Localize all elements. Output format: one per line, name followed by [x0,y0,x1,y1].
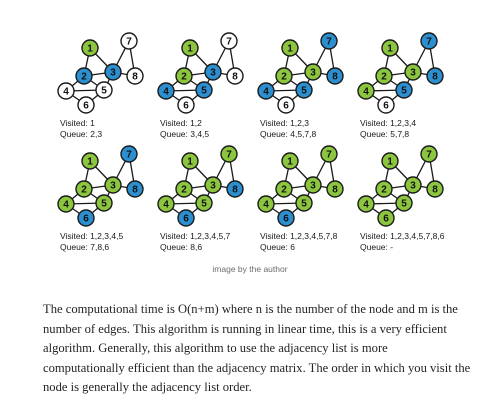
graph-node [358,196,374,212]
graph-node-label: 4 [363,86,369,98]
graph-node-label: 2 [181,184,187,196]
graph-node [196,82,212,98]
graph-node [427,68,443,84]
graph-node [358,83,374,99]
graph-node [378,210,394,226]
graph-node [227,68,243,84]
graph-node [258,196,274,212]
graph-node [82,153,98,169]
graph-node [205,177,221,193]
graph-diagram [250,141,350,229]
graph-node-label: 2 [81,184,87,196]
graph-node-label: 6 [183,100,189,112]
graph-diagram [250,28,350,116]
graph-node-label: 2 [81,71,87,83]
graph-node-label: 1 [287,43,293,55]
graph-node [196,195,212,211]
graph-node-label: 7 [126,149,132,161]
graph-node [378,97,394,113]
graph-node-label: 4 [163,86,169,98]
bfs-step-panel [250,141,360,266]
graph-node-label: 5 [401,198,407,210]
graph-node-label: 8 [332,184,338,196]
graph-node [121,146,137,162]
graph-node [278,97,294,113]
graph-node-label: 3 [210,67,216,79]
graph-node-label: 3 [110,67,116,79]
graph-node [282,153,298,169]
graph-node-label: 4 [63,199,69,211]
graph-node-label: 4 [63,86,69,98]
graph-node [282,40,298,56]
queue-label: Queue: 2,3 [60,129,103,139]
graph-node-label: 2 [381,71,387,83]
graph-node [305,64,321,80]
graph-node-label: 8 [232,184,238,196]
graph-node-label: 1 [187,156,193,168]
graph-node-label: 6 [83,100,89,112]
graph-node [127,68,143,84]
graph-node [105,64,121,80]
graph-node [121,33,137,49]
graph-node-label: 6 [83,213,89,225]
graph-node-label: 4 [263,199,269,211]
graph-node-label: 7 [426,149,432,161]
graph-node [82,40,98,56]
graph-node-label: 5 [301,198,307,210]
graph-node-label: 6 [183,213,189,225]
graph-node-label: 3 [110,180,116,192]
graph-node [382,153,398,169]
queue-label: Queue: 3,4,5 [160,129,210,139]
graph-node [105,177,121,193]
queue-label: Queue: 5,7,8 [360,129,410,139]
graph-node-label: 6 [383,213,389,225]
visited-label: Visited: 1,2,3,4,5,7,8 [260,231,338,241]
graph-diagram [50,141,150,229]
graph-node-label: 8 [432,184,438,196]
graph-node-label: 2 [381,184,387,196]
graph-node-label: 6 [383,100,389,112]
graph-node-label: 1 [87,156,93,168]
graph-node-label: 5 [401,85,407,97]
graph-node [421,146,437,162]
graph-node [296,195,312,211]
queue-label: Queue: 8,6 [160,242,203,252]
graph-node [96,195,112,211]
visited-label: Visited: 1,2,3,4,5,7 [160,231,231,241]
visited-label: Visited: 1,2,3 [260,118,309,128]
graph-node [58,83,74,99]
graph-node-label: 3 [310,67,316,79]
graph-node [96,82,112,98]
queue-label: Queue: 7,8,6 [60,242,110,252]
graph-node [321,33,337,49]
queue-label: Queue: 4,5,7,8 [260,129,317,139]
graph-diagram [50,28,150,116]
graph-node [376,181,392,197]
graph-node-label: 7 [226,149,232,161]
graph-node-label: 8 [432,71,438,83]
graph-node [396,82,412,98]
graph-node [182,153,198,169]
visited-label: Visited: 1,2,3,4,5,7,8,6 [360,231,445,241]
graph-node [421,33,437,49]
graph-node [376,68,392,84]
bfs-step-panel [250,28,360,153]
figure-caption: image by the author [212,264,288,274]
graph-node [182,40,198,56]
bfs-step-panel [150,141,260,266]
graph-node-label: 7 [226,36,232,48]
graph-node-label: 2 [281,184,287,196]
graph-node [158,83,174,99]
graph-node-label: 4 [263,86,269,98]
bfs-step-panel [350,28,460,153]
graph-node [321,146,337,162]
graph-node-label: 7 [126,36,132,48]
graph-node-label: 1 [87,43,93,55]
visited-label: Visited: 1,2,3,4 [360,118,417,128]
graph-node [76,68,92,84]
graph-node-label: 1 [387,43,393,55]
queue-label: Queue: - [360,242,394,252]
graph-node [178,210,194,226]
graph-node-label: 5 [101,85,107,97]
graph-node-label: 5 [301,85,307,97]
graph-node [58,196,74,212]
graph-diagram [350,141,450,229]
bfs-step-panel [50,28,160,153]
graph-node [78,97,94,113]
graph-node [178,97,194,113]
graph-node [327,68,343,84]
graph-node [427,181,443,197]
graph-node-label: 2 [281,71,287,83]
visited-label: Visited: 1 [60,118,95,128]
graph-node [405,177,421,193]
graph-node [221,146,237,162]
graph-node-label: 3 [210,180,216,192]
graph-node-label: 1 [387,156,393,168]
bfs-step-panel [150,28,260,153]
graph-node [296,82,312,98]
queue-label: Queue: 6 [260,242,295,252]
graph-node-label: 7 [426,36,432,48]
body-paragraph: The computational time is O(n+m) where n is the number of the node and m is the number of edges. This algorithm is running in linear time, this is a very efficient algorithm. Generally, this algorithm to use the adjacency list is more computationally efficient than the adjacency matrix. The order in which you visit the node is generally the adjacency list order. [43,302,471,394]
graph-node-label: 3 [410,180,416,192]
graph-node [76,181,92,197]
graph-node [205,64,221,80]
visited-label: Visited: 1,2,3,4,5 [60,231,124,241]
graph-diagram [350,28,450,116]
graph-node [158,196,174,212]
visited-label: Visited: 1,2 [160,118,202,128]
graph-node-label: 2 [181,71,187,83]
graph-node-label: 5 [201,85,207,97]
graph-node-label: 8 [232,71,238,83]
graph-node-label: 5 [101,198,107,210]
bfs-step-panel [350,141,460,266]
graph-node [382,40,398,56]
graph-node [127,181,143,197]
graph-node-label: 7 [326,36,332,48]
graph-node-label: 8 [332,71,338,83]
graph-node [405,64,421,80]
graph-node [176,68,192,84]
graph-node-label: 1 [287,156,293,168]
graph-node-label: 3 [310,180,316,192]
graph-node [78,210,94,226]
graph-node-label: 6 [283,100,289,112]
graph-diagram [150,28,250,116]
graph-node [305,177,321,193]
graph-node [258,83,274,99]
bfs-step-panel [50,141,160,266]
graph-node-label: 3 [410,67,416,79]
graph-node-label: 8 [132,184,138,196]
graph-node [227,181,243,197]
graph-node [276,68,292,84]
graph-node [327,181,343,197]
graph-diagram [150,141,250,229]
graph-node [276,181,292,197]
graph-node [221,33,237,49]
graph-node [278,210,294,226]
graph-node [176,181,192,197]
graph-node-label: 4 [163,199,169,211]
graph-node-label: 1 [187,43,193,55]
graph-node-label: 7 [326,149,332,161]
graph-node [396,195,412,211]
graph-node-label: 6 [283,213,289,225]
graph-node-label: 4 [363,199,369,211]
graph-node-label: 5 [201,198,207,210]
graph-node-label: 8 [132,71,138,83]
